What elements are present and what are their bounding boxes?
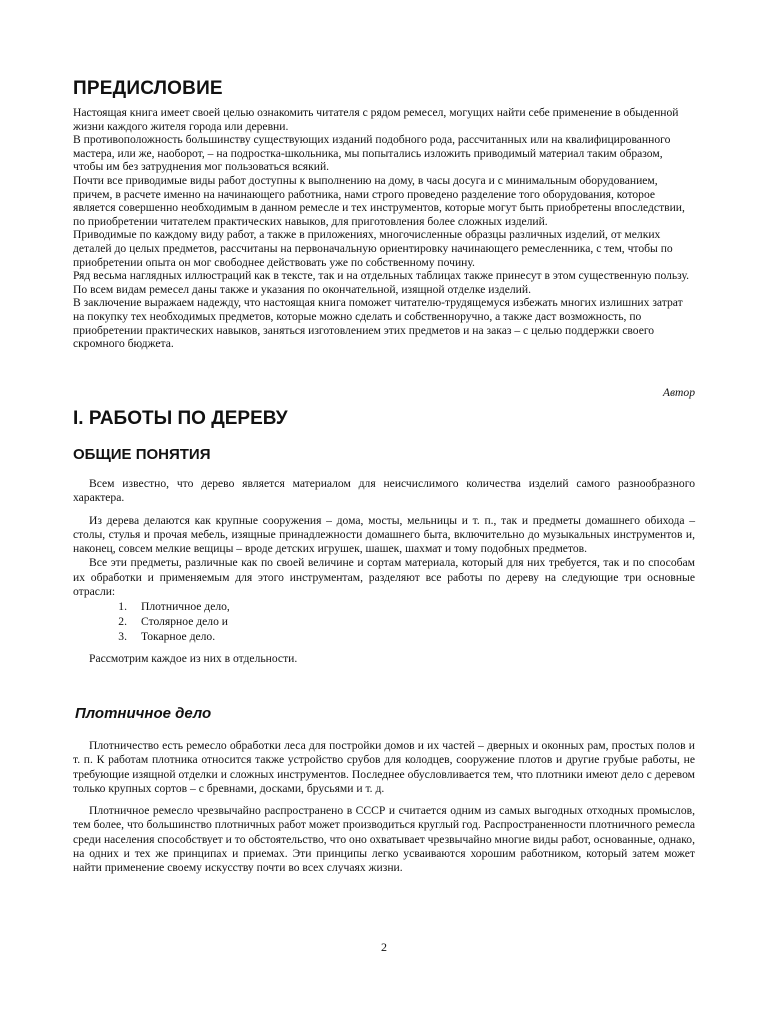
preface-paragraph: По всем видам ремесел даны также и указания по окончательной, изящной отделке изделий.: [73, 282, 531, 296]
carpentry-text: [73, 739, 695, 876]
preface-heading: ПРЕДИСЛОВИЕ: [73, 78, 223, 99]
list-item: [73, 629, 695, 644]
preface-paragraph: В противоположность большинству существующих изданий подобного рода, рассчитанных или на квалифицированного мастера, или же, наоборот, – на подростка-школьника, мы попытались изложить приводимый материал таким образом, чтобы им без затруднения мог пользоваться всякий.: [73, 133, 671, 174]
list-item-number: 2.: [118, 615, 127, 629]
preface-paragraph: Приводимые по каждому виду работ, а также в приложениях, многочисленные образцы различных изделий, от мелких деталей до целых предметов, рассчитаны на первоначальную ориентировку начинающего ремесленника, с тем, чтобы по приобретении опыта он мог свободнее действовать уже по собственному почину.: [73, 228, 673, 269]
body-paragraph: Из дерева делаются как крупные сооружения – дома, мосты, мельницы и т. п., так и предметы домашнего обихода – столы, стулья и прочая мебель, изящные принадлежности домашнего быта, включительно до музыкальных инструментов и, наконец, совсем мелкие вещицы – вроде детских игрушек, шашек, шахмат и тому подобных предметов.: [73, 513, 695, 556]
list-item-text: Токарное дело.: [141, 630, 216, 644]
preface-paragraph: Ряд весьма наглядных иллюстраций как в тексте, так и на отдельных таблицах также принесут в этом существенную пользу.: [73, 269, 690, 283]
body-paragraph: Рассмотрим каждое из них в отдельности.: [89, 652, 298, 666]
general-concepts-text: [73, 477, 695, 667]
subsection-heading: Плотничное дело: [75, 705, 212, 722]
list-item-number: 1.: [118, 600, 127, 614]
preface-paragraph: В заключение выражаем надежду, что настоящая книга поможет читателю-трудящемуся избежать многих излишних затрат на покупку тех необходимых предметов, которые можно сделать и собственноручно, а также даст возможность, по приобретении практических навыков, заняться изготовлением этих предметов и на заказ – с целью поддержки своего скромного бюджета.: [73, 296, 683, 351]
list-item-text: Столярное дело и: [141, 615, 228, 629]
list-item-number: 3.: [118, 630, 127, 644]
body-paragraph: Плотничество есть ремесло обработки леса для постройки домов и их частей – дверных и оконных рам, простых полов и т. п. К работам плотника относится также устройство срубов для колодцев, сооружение плотов и другие грубые работы, не требующие изящной отделки и сложных инструментов. Последнее обусловливается тем, что плотники имеют дело с деревом только крупных сортов – с бревнами, досками, брусьями и т. д.: [73, 739, 695, 795]
preface-paragraph: Настоящая книга имеет своей целью ознакомить читателя с рядом ремесел, могущих найти себе применение в обыденной жизни каждого жителя города или деревни.: [73, 106, 679, 133]
preface-paragraph: Почти все приводимые виды работ доступны к выполнению на дому, в часы досуга и с минимальным оборудованием, причем, в расчете именно на начинающего работника, нами строго проведено разделение того оборудования, которое является совершенно необходимым в данном ремесле и тех инструментов, которые могут быть приобретены впоследствии, по приобретении читателем практических навыков, для приготовления более сложных изделий.: [73, 173, 685, 228]
body-paragraph: Плотничное ремесло чрезвычайно распространено в СССР и считается одним из самых выгодных отходных промыслов, тем более, что большинство плотничных работ может производиться круглый год. Распространенности плотничного ремесла среди населения способствует и то обстоятельство, что оно охватывает чрезвычайно многие виды работ, основанные, однако, на одних и тех же принципах и приемах. Эти принципы легко усваиваются хорошим работником, который затем может найти применение своему искусству почти во всех случаях жизни.: [73, 804, 695, 875]
body-paragraph: Все эти предметы, различные как по своей величине и сортам материала, который для них требуется, так и по способам их обработки и применяемым для этого инструментам, разделяют все работы по дереву на следующие три основные отрасли:: [73, 556, 695, 599]
body-paragraph: Всем известно, что дерево является материалом для неисчислимого количества изделий самого разнообразного характера.: [73, 477, 695, 505]
page-number: 2: [381, 940, 387, 954]
section-heading: ОБЩИЕ ПОНЯТИЯ: [73, 446, 211, 463]
list-item-text: Плотничное дело,: [141, 600, 230, 614]
list-item: [73, 614, 695, 629]
preface-text: [73, 106, 695, 351]
branches-list: [73, 599, 695, 644]
list-item: [73, 599, 695, 614]
preface-author: Автор: [662, 386, 695, 399]
chapter-heading: I. РАБОТЫ ПО ДЕРЕВУ: [73, 408, 288, 429]
